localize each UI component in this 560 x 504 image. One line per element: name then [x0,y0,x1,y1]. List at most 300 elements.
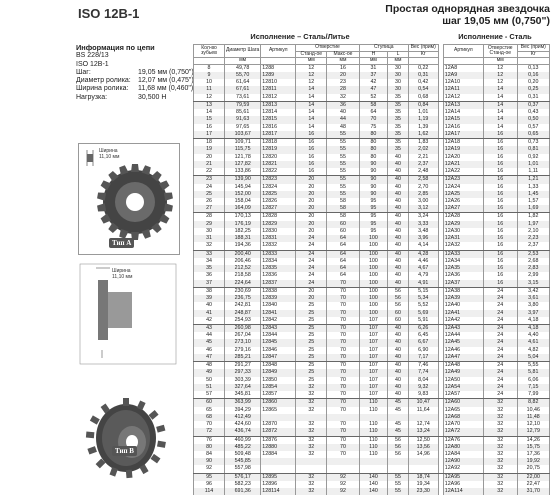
cell-article2: 12A47 [443,354,483,362]
cell-diameter: 97,65 [225,124,261,131]
cell-bore-max: 70 [327,310,359,317]
cell-diameter: 545,85 [225,458,261,465]
cell-bore-max: 70 [327,347,359,354]
cell-article2: 12A9 [443,72,483,79]
cell-bore2: 32 [483,465,517,473]
cell-hub-l: 40 [388,258,409,265]
cell-bore-std: 20 [296,176,327,184]
cell-article: 12841 [261,310,296,317]
cell-bore-std: 32 [296,444,327,451]
cell-diameter: 557,98 [225,465,261,473]
cell-article2: 12A80 [443,444,483,451]
cell-hub-h: 107 [359,339,387,346]
cell-article: 12818 [261,139,296,147]
cell-diameter: 394,29 [225,407,261,414]
cell-hub-l: 45 [388,399,409,407]
cell-bore-max [327,465,359,473]
cell-hub-h: 90 [359,168,387,176]
cell-article2: 12A95 [443,473,483,481]
cell-bore-std: 14 [296,94,327,102]
cell-hub-h: 107 [359,391,387,399]
table-row [194,213,550,221]
sprocket-type-b-image [78,260,178,492]
cell-bore-std: 20 [296,228,327,235]
cell-bore2: 24 [483,339,517,346]
cell-weight2: 2,99 [517,272,549,279]
table-row [194,242,550,250]
cell-weight: 0,68 [408,94,438,102]
cell-bore-std: 14 [296,109,327,116]
cell-bore-max: 60 [327,221,359,228]
cell-teeth: 65 [194,407,225,414]
cell-teeth: 36 [194,272,225,279]
cell-diameter: 194,36 [225,242,261,250]
cell-hub-l: 40 [388,391,409,399]
cell-hub-h: 95 [359,213,387,221]
cell-diameter: 691,36 [225,488,261,495]
cell-weight2: 0,81 [517,146,549,153]
cell-article2: 12A49 [443,369,483,376]
table-row [194,154,550,161]
cell-bore-max: 70 [327,280,359,288]
cell-hub-l: 40 [388,176,409,184]
cell-bore2: 16 [483,235,517,242]
cell-weight2: 17,36 [517,451,549,458]
cell-weight: 7,46 [408,362,438,370]
cell-bore2: 14 [483,86,517,93]
cell-bore-std: 16 [296,139,327,147]
table-row [194,109,550,116]
cell-diameter: 412,49 [225,414,261,421]
cell-weight2: 12,10 [517,421,549,428]
cell-hub-l: 30 [388,79,409,86]
cell-bore2: 32 [483,473,517,481]
table-row [194,481,550,488]
cell-bore-max: 70 [327,354,359,362]
cell-bore-max: 20 [327,72,359,79]
table-row [194,64,550,72]
cell-bore-max: 55 [327,154,359,161]
cell-weight2: 10,46 [517,407,549,414]
cell-article2: 12A19 [443,146,483,153]
cell-article2: 12A12 [443,94,483,102]
table-row [194,369,550,376]
cell-bore-std: 25 [296,347,327,354]
cell-diameter: 303,39 [225,377,261,384]
cell-article: 12857 [261,391,296,399]
cell-weight2: 5,04 [517,354,549,362]
cell-bore-max: 70 [327,339,359,346]
type-b-label: Тип B [112,446,137,456]
cell-hub-h: 95 [359,198,387,205]
chain-info-standard: BS 228/13 [76,52,109,60]
cell-teeth: 40 [194,302,225,309]
cell-weight2: 1,45 [517,191,549,198]
table-row [194,86,550,93]
cell-article: 12854 [261,384,296,391]
cell-weight: 1,39 [408,124,438,131]
cell-article2: 12A40 [443,302,483,309]
cell-hub-l [388,458,409,465]
table-row [194,79,550,86]
cell-article2: 12A96 [443,481,483,488]
cell-bore-std: 32 [296,481,327,488]
cell-article: 12825 [261,191,296,198]
cell-weight2: 1,21 [517,176,549,184]
cell-weight2: 15,75 [517,444,549,451]
cell-hub-l: 40 [388,332,409,339]
cell-bore2: 24 [483,377,517,384]
cell-article2: 12A70 [443,421,483,428]
cell-diameter: 254,93 [225,317,261,325]
sprocket-type-a-image [78,143,180,255]
cell-hub-l: 35 [388,124,409,131]
cell-article: 128114 [261,488,296,495]
table-row [194,377,550,384]
cell-teeth: 16 [194,124,225,131]
cell-article: 12817 [261,131,296,139]
cell-bore-std: 14 [296,124,327,131]
cell-teeth: 12 [194,94,225,102]
cell-bore-max: 55 [327,184,359,191]
cell-article: 12860 [261,399,296,407]
cell-article2: 12A13 [443,101,483,109]
cell-bore2: 12 [483,64,517,72]
cell-teeth: 45 [194,339,225,346]
cell-diameter: 121,78 [225,154,261,161]
cell-hub-h: 110 [359,436,387,444]
cell-hub-h: 100 [359,302,387,309]
col-weight2-approx: (прим) [530,44,546,50]
cell-hub-h: 90 [359,191,387,198]
cell-article: 12870 [261,421,296,428]
cell-teeth: 35 [194,265,225,272]
table-row [194,72,550,79]
cell-teeth: 14 [194,109,225,116]
cell-article2: 12A114 [443,488,483,495]
cell-diameter: 188,31 [225,235,261,242]
cell-bore2: 24 [483,362,517,370]
cell-teeth: 72 [194,428,225,436]
cell-article2: 12A15 [443,116,483,123]
cell-bore-std: 25 [296,332,327,339]
cell-hub-h: 95 [359,205,387,213]
cell-article2: 12A26 [443,198,483,205]
cell-weight: 11,64 [408,407,438,414]
cell-article: 12824 [261,184,296,191]
cell-article2: 12A30 [443,228,483,235]
page-title [385,3,550,27]
cell-bore2: 16 [483,146,517,153]
cell-article: 12822 [261,168,296,176]
cell-bore-max: 64 [327,235,359,242]
cell-bore-max: 55 [327,168,359,176]
cell-weight: 2,02 [408,146,438,153]
cell-bore-std: 24 [296,272,327,279]
cell-teeth: 57 [194,391,225,399]
cell-weight: 4,28 [408,250,438,258]
cell-diameter: 576,17 [225,473,261,481]
cell-article2: 12A16 [443,124,483,131]
cell-hub-h: 100 [359,280,387,288]
col-weight-unit: Кг [408,51,438,58]
cell-hub-l: 40 [388,213,409,221]
cell-article2: 12A76 [443,436,483,444]
cell-bore2: 16 [483,205,517,213]
table-row [194,139,550,147]
cell-article: 12848 [261,362,296,370]
cell-bore-std: 32 [296,384,327,391]
cell-bore2: 24 [483,287,517,295]
cell-hub-l: 40 [388,272,409,279]
cell-article2: 12A42 [443,317,483,325]
cell-teeth: 28 [194,213,225,221]
unit-hub-l: мм [388,58,409,65]
table-row [194,362,550,370]
cell-article: 12838 [261,287,296,295]
cell-article: 12819 [261,146,296,153]
cell-diameter: 267,04 [225,332,261,339]
cell-article [261,414,296,421]
cell-bore-std: 25 [296,317,327,325]
cell-weight: 1,19 [408,116,438,123]
cell-bore2: 14 [483,109,517,116]
cell-bore-std: 20 [296,205,327,213]
cell-bore-std: 24 [296,265,327,272]
cell-article2: 12A31 [443,235,483,242]
table-row [194,421,550,428]
table-row [194,488,550,495]
table-row [194,347,550,354]
cell-weight [408,414,438,421]
cell-bore-max: 64 [327,242,359,250]
cell-article2: 12A34 [443,258,483,265]
cell-teeth: 43 [194,324,225,332]
table-row [194,205,550,213]
cell-diameter: 273,10 [225,339,261,346]
cell-bore-max: 70 [327,428,359,436]
cell-teeth: 76 [194,436,225,444]
cell-bore-max: 70 [327,317,359,325]
cell-bore-max: 32 [327,94,359,102]
cell-hub-h: 110 [359,444,387,451]
chain-info-value: 11,68 мм (0,460") [138,85,194,93]
cell-teeth: 38 [194,287,225,295]
cell-article: 12839 [261,295,296,302]
cell-bore2: 24 [483,369,517,376]
cell-teeth: 22 [194,168,225,176]
cell-weight: 0,42 [408,79,438,86]
cell-weight2: 5,55 [517,362,549,370]
cell-article: 12837 [261,280,296,288]
cell-bore-max: 92 [327,488,359,495]
table-row [194,473,550,481]
cell-weight: 3,33 [408,221,438,228]
cell-weight2: 8,82 [517,399,549,407]
cell-bore-max: 70 [327,407,359,414]
cell-hub-l: 56 [388,451,409,458]
cell-diameter: 236,75 [225,295,261,302]
cell-article2: 12A14 [443,109,483,116]
cell-weight: 13,56 [408,444,438,451]
cell-bore-std [296,414,327,421]
cell-weight: 2,58 [408,176,438,184]
col-bore: Отверстие [296,45,359,52]
cell-weight: 19,34 [408,481,438,488]
table-row [194,191,550,198]
cell-weight2: 1,97 [517,221,549,228]
cell-teeth: 31 [194,235,225,242]
cell-hub-h: 107 [359,362,387,370]
cell-bore2: 16 [483,280,517,288]
cell-hub-l: 40 [388,191,409,198]
cell-article: 12840 [261,302,296,309]
cell-hub-h: 107 [359,377,387,384]
cell-diameter: 73,61 [225,94,261,102]
cell-hub-l: 40 [388,362,409,370]
cell-bore-max: 55 [327,131,359,139]
cell-weight: 7,17 [408,354,438,362]
col-article2: Артикул [443,45,483,58]
cell-weight2: 0,20 [517,79,549,86]
cell-diameter: 133,86 [225,168,261,176]
cell-weight: 4,14 [408,242,438,250]
cell-article: 12836 [261,272,296,279]
cell-weight2: 0,37 [517,101,549,109]
table-row [194,287,550,295]
cell-teeth: 70 [194,421,225,428]
cell-article: 12821 [261,161,296,168]
cell-bore-max: 70 [327,287,359,295]
cell-article: 12816 [261,124,296,131]
table-row [194,124,550,131]
cell-bore-max: 70 [327,444,359,451]
cell-weight2: 3,80 [517,302,549,309]
cell-article: 12835 [261,265,296,272]
cell-weight: 2,21 [408,154,438,161]
cell-bore-max: 55 [327,191,359,198]
cell-hub-l: 40 [388,324,409,332]
cell-bore2: 32 [483,399,517,407]
cell-diameter: 345,81 [225,391,261,399]
cell-hub-h: 70 [359,116,387,123]
table-row [194,384,550,391]
cell-teeth: 39 [194,295,225,302]
cell-hub-h: 107 [359,384,387,391]
cell-article2: 12A28 [443,213,483,221]
table-row [194,317,550,325]
cell-hub-l [388,414,409,421]
cell-article2: 12A84 [443,451,483,458]
cell-bore2: 32 [483,458,517,465]
col-hub: Ступица [359,45,408,52]
cell-hub-h: 31 [359,64,387,72]
table-row [194,428,550,436]
cell-diameter: 230,69 [225,287,261,295]
cell-bore2: 32 [483,414,517,421]
cell-teeth: 21 [194,161,225,168]
cell-article2: 12A48 [443,362,483,370]
cell-weight2: 1,33 [517,184,549,191]
cell-bore2: 24 [483,310,517,317]
cell-diameter: 152,00 [225,191,261,198]
cell-bore2: 16 [483,154,517,161]
cell-weight2: 3,15 [517,280,549,288]
cell-weight: 4,79 [408,272,438,279]
chain-info-row [76,77,194,85]
chain-info-title: Информация по цепи [76,43,155,52]
type-a-label: Тип A [109,238,134,248]
cell-hub-h: 58 [359,101,387,109]
cell-weight2: 7,15 [517,384,549,391]
chain-info-key: Нагрузка: [76,93,108,101]
cell-hub-h: 100 [359,310,387,317]
cell-article2: 12A32 [443,242,483,250]
col-diameter: Диаметр Шага [225,45,261,58]
cell-bore2: 32 [483,421,517,428]
cell-article2: 12A11 [443,86,483,93]
page-title-line2: шаг 19,05 мм (0,750") [442,15,550,27]
type-a-width-label: Ширина [99,148,118,154]
cell-weight: 2,85 [408,191,438,198]
cell-hub-l: 30 [388,64,409,72]
cell-diameter: 242,81 [225,302,261,309]
cell-weight: 13,24 [408,428,438,436]
table-row [194,198,550,205]
cell-article2: 12A54 [443,384,483,391]
table-row [194,324,550,332]
cell-hub-l: 40 [388,228,409,235]
cell-weight: 3,96 [408,235,438,242]
cell-article2: 12A20 [443,154,483,161]
cell-teeth: 48 [194,362,225,370]
col-hub-h: H [359,51,387,58]
cell-teeth: 44 [194,332,225,339]
cell-bore-max: 70 [327,302,359,309]
cell-hub-h: 52 [359,94,387,102]
cell-weight: 8,04 [408,377,438,384]
cell-article: 12828 [261,213,296,221]
cell-weight: 5,52 [408,302,438,309]
cell-bore-max: 40 [327,109,359,116]
cell-weight: 23,30 [408,488,438,495]
cell-diameter: 79,59 [225,101,261,109]
table-row [194,228,550,235]
cell-bore2: 16 [483,221,517,228]
col-weight2-unit: Кг [517,51,549,58]
cell-weight2: 0,43 [517,109,549,116]
cell-diameter: 115,75 [225,146,261,153]
cell-weight: 1,62 [408,131,438,139]
cell-diameter: 49,78 [225,64,261,72]
cell-bore2: 16 [483,228,517,235]
cell-bore2: 16 [483,131,517,139]
cell-bore-max [327,414,359,421]
cell-weight: 18,74 [408,473,438,481]
cell-weight2: 4,40 [517,332,549,339]
table-row [194,184,550,191]
cell-hub-l: 30 [388,72,409,79]
cell-article: 12815 [261,116,296,123]
cell-teeth: 32 [194,242,225,250]
cell-article2: 12A27 [443,205,483,213]
cell-teeth: 23 [194,176,225,184]
cell-bore2: 32 [483,436,517,444]
cell-weight: 0,22 [408,64,438,72]
cell-diameter: 176,19 [225,221,261,228]
cell-bore-max: 64 [327,250,359,258]
cell-article [261,465,296,473]
